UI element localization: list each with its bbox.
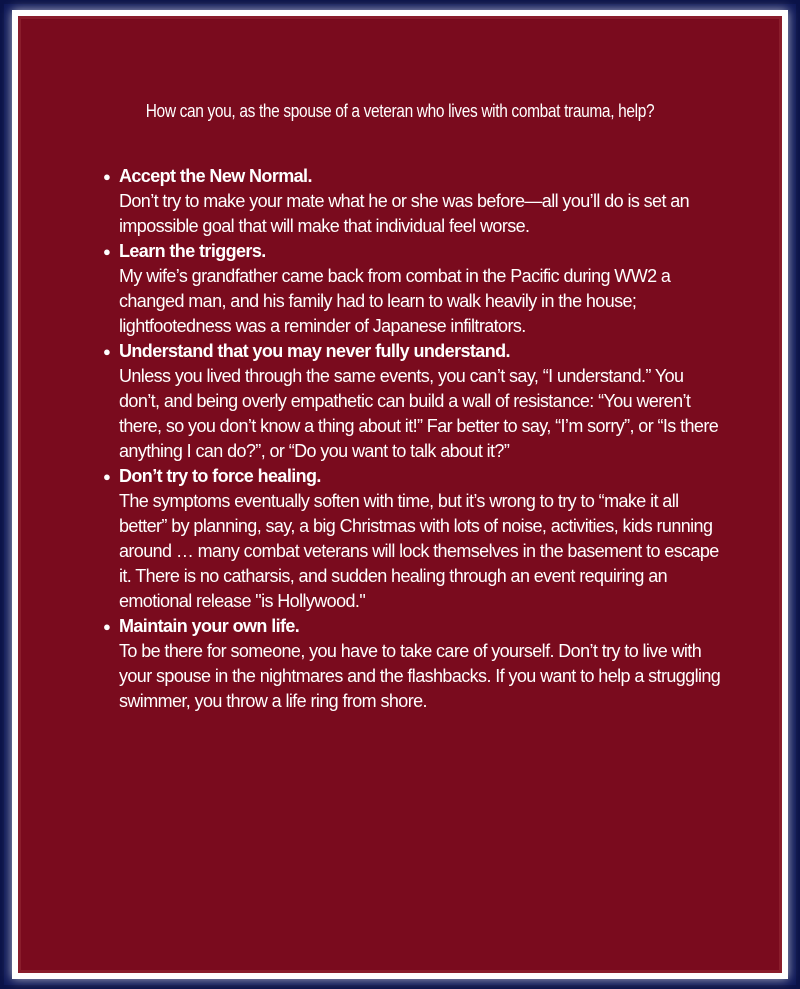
tip-body: The symptoms eventually soften with time, but it’s wrong to try to “make it all better” by planning, say, a big Christmas with lots of noise, activities, kids running around … many combat veterans will lock themselves in the basement to escape it. There is no catharsis, and sudden healing through an event requiring an emotional release "is Hollywood." (119, 491, 719, 611)
tip-heading: Don’t try to force healing. (119, 466, 321, 486)
bullet-icon: ● (103, 344, 111, 359)
tip-heading: Maintain your own life. (119, 616, 300, 636)
tip-body: Don’t try to make your mate what he or she was before—all you’ll do is set an impossible goal that will make that individual feel worse. (119, 191, 690, 236)
tip-heading: Accept the New Normal. (119, 166, 312, 186)
tip-item (103, 464, 723, 614)
bullet-icon: ● (103, 469, 111, 484)
page-title: How can you, as the spouse of a veteran who lives with combat trauma, help? (145, 101, 655, 121)
tip-heading: Understand that you may never fully understand. (119, 341, 510, 361)
tips-list (103, 164, 723, 714)
tip-item (103, 239, 723, 339)
bullet-icon: ● (103, 619, 111, 634)
tip-body: To be there for someone, you have to take care of yourself. Don’t try to live with your spouse in the nightmares and the flashbacks. If you want to help a struggling swimmer, you throw a life ring from shore. (119, 641, 721, 711)
tip-body: My wife’s grandfather came back from combat in the Pacific during WW2 a changed man, and his family had to learn to walk heavily in the house; lightfootedness was a reminder of Japanese infiltrators. (119, 266, 671, 336)
tip-item (103, 614, 723, 714)
bullet-icon: ● (103, 244, 111, 259)
bullet-icon: ● (103, 169, 111, 184)
tip-body: Unless you lived through the same events, you can’t say, “I understand.” You don’t, and being overly empathetic can build a wall of resistance: “You weren’t there, so you don’t know a thing about it!” Far better to say, “I’m sorry”, or “Is there anything I can do?”, or “Do you want to talk about it?” (119, 366, 719, 461)
tip-item (103, 339, 723, 464)
tip-heading: Learn the triggers. (119, 241, 266, 261)
tip-item (103, 164, 723, 239)
